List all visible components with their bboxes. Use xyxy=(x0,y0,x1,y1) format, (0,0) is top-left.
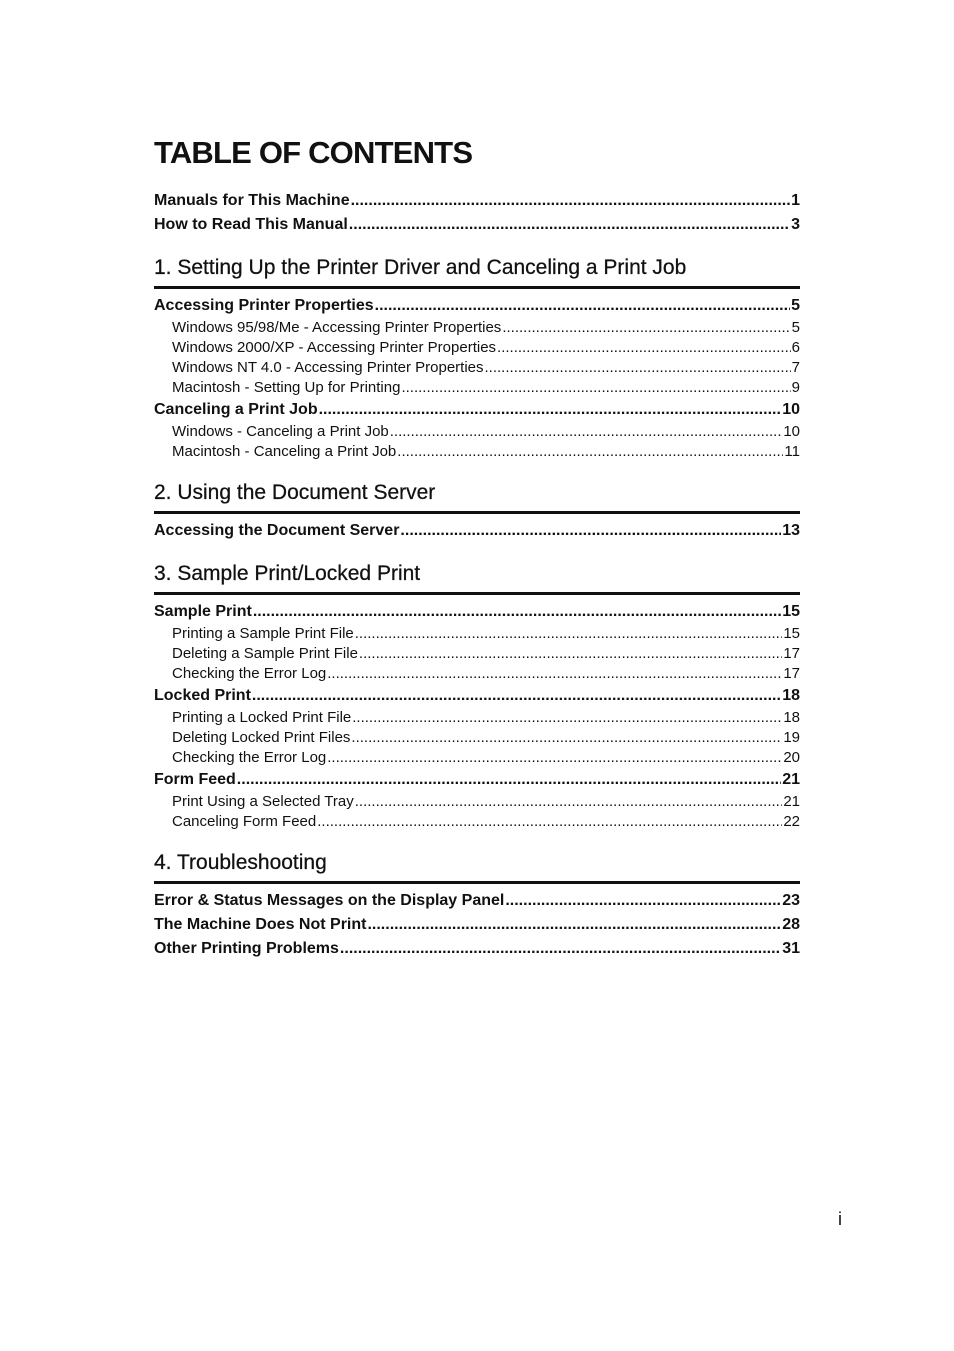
toc-entry-page-number: 5 xyxy=(791,297,800,314)
dot-leader xyxy=(327,748,782,768)
dot-leader xyxy=(327,664,782,684)
toc-entry[interactable] xyxy=(154,318,800,338)
toc-entry-page-number: 21 xyxy=(782,771,800,788)
toc-entry-page-number: 3 xyxy=(791,216,800,233)
toc-entry[interactable] xyxy=(154,664,800,684)
toc-entry-label: How to Read This Manual xyxy=(154,216,348,233)
dot-leader xyxy=(502,318,790,338)
toc-entry-label: Locked Print xyxy=(154,687,251,704)
toc-entry-page-number: 11 xyxy=(784,443,800,460)
toc-entry[interactable] xyxy=(154,294,800,318)
dot-leader xyxy=(352,708,782,728)
toc-entry[interactable] xyxy=(154,937,800,961)
dot-leader xyxy=(351,189,791,213)
dot-leader xyxy=(485,358,791,378)
toc-entry-label: Windows NT 4.0 - Accessing Printer Properties xyxy=(172,359,484,376)
toc-entry-label: Printing a Sample Print File xyxy=(172,625,354,642)
toc-entry-label: Form Feed xyxy=(154,771,236,788)
toc-entry-page-number: 20 xyxy=(783,749,800,766)
toc-entry[interactable] xyxy=(154,378,800,398)
dot-leader xyxy=(355,624,783,644)
toc-entry[interactable] xyxy=(154,442,800,462)
toc-entry-label: Windows - Canceling a Print Job xyxy=(172,423,389,440)
chapter-section xyxy=(154,253,800,462)
toc-entry-label: Sample Print xyxy=(154,603,252,620)
toc-entry[interactable] xyxy=(154,768,800,792)
toc-entry-label: Error & Status Messages on the Display Panel xyxy=(154,892,505,909)
dot-leader xyxy=(390,422,783,442)
dot-leader xyxy=(367,913,781,937)
toc-entry[interactable] xyxy=(154,624,800,644)
dot-leader xyxy=(397,442,783,462)
toc-entry-page-number: 28 xyxy=(782,916,800,933)
toc-entry[interactable] xyxy=(154,600,800,624)
toc-entry-page-number: 31 xyxy=(782,940,800,957)
toc-entry[interactable] xyxy=(154,812,800,832)
dot-leader xyxy=(252,684,781,708)
dot-leader xyxy=(355,792,783,812)
toc-entry-label: Canceling a Print Job xyxy=(154,401,318,418)
toc-entry-label: Accessing Printer Properties xyxy=(154,297,374,314)
toc-intro-section xyxy=(154,189,800,237)
dot-leader xyxy=(340,937,781,961)
toc-entry[interactable] xyxy=(154,358,800,378)
dot-leader xyxy=(253,600,781,624)
toc-entry-page-number: 13 xyxy=(782,522,800,539)
toc-entry-label: Deleting Locked Print Files xyxy=(172,729,351,746)
toc-entry-page-number: 17 xyxy=(783,645,800,662)
toc-entry-page-number: 9 xyxy=(791,379,800,396)
dot-leader xyxy=(375,294,790,318)
toc-entry[interactable] xyxy=(154,792,800,812)
toc-entry-page-number: 1 xyxy=(791,192,800,209)
dot-leader xyxy=(505,889,781,913)
chapter-heading[interactable]: 2. Using the Document Server xyxy=(154,478,800,514)
toc-entry-label: The Machine Does Not Print xyxy=(154,916,367,933)
toc-entry-label: Macintosh - Canceling a Print Job xyxy=(172,443,397,460)
dot-leader xyxy=(400,519,781,543)
toc-entry-page-number: 18 xyxy=(782,687,800,704)
toc-entry[interactable] xyxy=(154,398,800,422)
dot-leader xyxy=(401,378,790,398)
toc-entry[interactable] xyxy=(154,889,800,913)
toc-entry[interactable] xyxy=(154,189,800,213)
toc-entry[interactable] xyxy=(154,913,800,937)
toc-entry[interactable] xyxy=(154,338,800,358)
toc-entry-page-number: 22 xyxy=(783,813,800,830)
toc-entry-label: Other Printing Problems xyxy=(154,940,339,957)
toc-entry[interactable] xyxy=(154,684,800,708)
toc-entry-page-number: 15 xyxy=(782,603,800,620)
dot-leader xyxy=(349,213,790,237)
toc-entry-page-number: 7 xyxy=(791,359,800,376)
chapter-heading[interactable]: 4. Troubleshooting xyxy=(154,848,800,884)
toc-entry-label: Print Using a Selected Tray xyxy=(172,793,354,810)
toc-entry-label: Checking the Error Log xyxy=(172,749,327,766)
toc-entry-page-number: 5 xyxy=(791,319,800,336)
toc-entry-page-number: 17 xyxy=(783,665,800,682)
toc-entry-page-number: 15 xyxy=(783,625,800,642)
dot-leader xyxy=(237,768,781,792)
toc-entry-page-number: 19 xyxy=(783,729,800,746)
chapter-section xyxy=(154,848,800,961)
toc-entry[interactable] xyxy=(154,422,800,442)
toc-entry-page-number: 21 xyxy=(783,793,800,810)
toc-entry[interactable] xyxy=(154,213,800,237)
toc-entry-label: Macintosh - Setting Up for Printing xyxy=(172,379,401,396)
toc-entry-label: Canceling Form Feed xyxy=(172,813,317,830)
page-number: i xyxy=(838,1209,842,1229)
toc-entry-page-number: 18 xyxy=(783,709,800,726)
page-title: TABLE OF CONTENTS xyxy=(154,135,473,170)
toc-entry[interactable] xyxy=(154,748,800,768)
dot-leader xyxy=(497,338,791,358)
table-of-contents xyxy=(154,189,800,961)
toc-entry-label: Manuals for This Machine xyxy=(154,192,350,209)
toc-entry[interactable] xyxy=(154,519,800,543)
chapter-heading[interactable]: 3. Sample Print/Locked Print xyxy=(154,559,800,595)
toc-entry[interactable] xyxy=(154,728,800,748)
toc-entry-label: Printing a Locked Print File xyxy=(172,709,352,726)
chapter-section xyxy=(154,559,800,832)
toc-entry-label: Deleting a Sample Print File xyxy=(172,645,358,662)
toc-entry-page-number: 10 xyxy=(783,423,800,440)
toc-entry[interactable] xyxy=(154,708,800,728)
chapter-heading[interactable]: 1. Setting Up the Printer Driver and Canceling a Print Job xyxy=(154,253,800,289)
toc-entry-label: Windows 95/98/Me - Accessing Printer Properties xyxy=(172,319,502,336)
toc-entry[interactable] xyxy=(154,644,800,664)
toc-entry-page-number: 6 xyxy=(791,339,800,356)
toc-entry-label: Accessing the Document Server xyxy=(154,522,400,539)
toc-entry-page-number: 10 xyxy=(782,401,800,418)
dot-leader xyxy=(359,644,782,664)
dot-leader xyxy=(317,812,782,832)
toc-entry-label: Checking the Error Log xyxy=(172,665,327,682)
toc-chapters xyxy=(154,253,800,961)
dot-leader xyxy=(319,398,782,422)
chapter-section xyxy=(154,478,800,543)
toc-entry-page-number: 23 xyxy=(782,892,800,909)
dot-leader xyxy=(351,728,782,748)
toc-entry-label: Windows 2000/XP - Accessing Printer Properties xyxy=(172,339,497,356)
